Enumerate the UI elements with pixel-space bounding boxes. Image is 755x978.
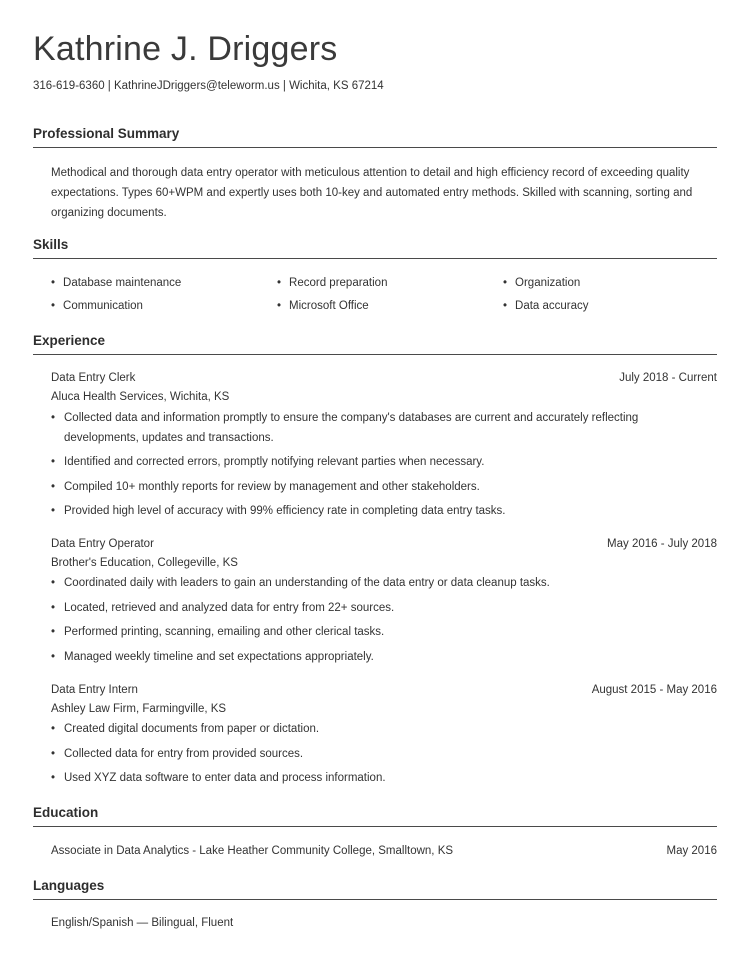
job-bullet: • Identified and corrected errors, promptly notifying relevant parties when necessary. [51,453,704,473]
job-dates: May 2016 - July 2018 [607,538,717,550]
job-bullet: • Located, retrieved and analyzed data for entry from 22+ sources. [51,599,704,619]
education-degree: Associate in Data Analytics - Lake Heather Community College, Smalltown, KS [51,845,454,857]
job-company: Aluca Health Services, Wichita, KS [51,391,230,403]
section-heading-languages [33,878,717,900]
summary-text: Methodical and thorough data entry operator with meticulous attention to detail and high efficiency record of exceeding quality expectations. Types 60+WPM and expertly uses both 10-key and automated entry methods. Skilled with scanning, sorting and organizing documents. [51,167,693,219]
section-heading-education [33,805,717,827]
section-heading-experience [33,333,717,355]
candidate-name: Kathrine J. Driggers [33,30,338,68]
summary-heading: Professional Summary [33,126,180,141]
skill-item: • Record preparation [277,277,387,289]
education-heading: Education [33,805,99,820]
job-title: Data Entry Intern [51,684,138,696]
skill-item: • Microsoft Office [277,300,369,312]
skill-item: • Organization [503,277,580,289]
job-bullet: • Managed weekly timeline and set expectations appropriately. [51,648,704,668]
job-bullet: • Collected data and information promptly to ensure the company's databases are current and accurately reflecting developments, updates and transactions. [51,409,704,448]
skill-item: • Communication [51,300,143,312]
skill-item: • Database maintenance [51,277,181,289]
skills-heading: Skills [33,237,69,252]
job-company: Ashley Law Firm, Farmingville, KS [51,703,227,715]
experience-heading: Experience [33,333,106,348]
job-bullet: • Created digital documents from paper or dictation. [51,720,704,740]
job-bullet: • Compiled 10+ monthly reports for review by management and other stakeholders. [51,478,704,498]
languages-heading: Languages [33,878,105,893]
education-date: May 2016 [666,845,717,857]
job-title: Data Entry Clerk [51,372,136,384]
section-heading-skills [33,237,717,259]
language-item: English/Spanish — Bilingual, Fluent [51,917,234,929]
job-title: Data Entry Operator [51,538,154,550]
job-bullet: • Performed printing, scanning, emailing and other clerical tasks. [51,623,704,643]
job-dates: August 2015 - May 2016 [591,684,717,696]
skill-item: • Data accuracy [503,300,589,312]
job-bullet: • Used XYZ data software to enter data and process information. [51,769,704,789]
job-bullet: • Provided high level of accuracy with 99% efficiency rate in completing data entry tasks. [51,502,704,522]
contact-line: 316-619-6360 | KathrineJDriggers@teleworm.us | Wichita, KS 67214 [33,80,384,92]
job-company: Brother's Education, Collegeville, KS [51,557,238,569]
job-dates: July 2018 - Current [619,372,717,384]
job-bullet: • Collected data for entry from provided sources. [51,745,704,765]
section-heading-summary [33,126,717,148]
job-bullet: • Coordinated daily with leaders to gain an understanding of the data entry or data cleanup tasks. [51,574,704,594]
